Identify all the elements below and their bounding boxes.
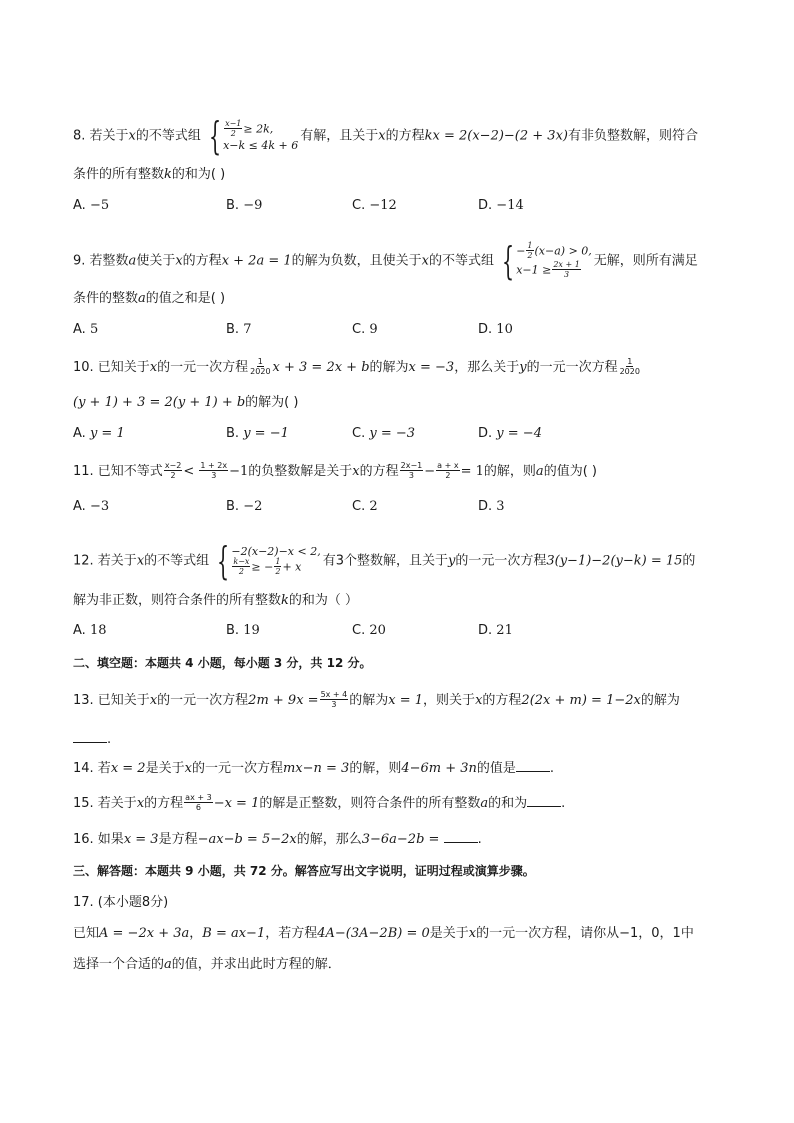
option-d[interactable]: D. 21 bbox=[478, 623, 513, 638]
var-x: x bbox=[475, 693, 483, 708]
var-x: x bbox=[468, 926, 477, 941]
q10-equation2: (y + 1) + 3 = 2(y + 1) + b bbox=[73, 395, 246, 410]
q16-end: . bbox=[477, 832, 482, 847]
q9-line2 bbox=[73, 290, 225, 308]
q15-answer-blank[interactable] bbox=[527, 794, 561, 807]
q9-sys-row2: x−1 ≥ $\frac{2x + 1}{3}$ bbox=[516, 260, 580, 279]
option-d[interactable]: D. −14 bbox=[478, 198, 524, 213]
q8-sys-row2: x−k ≤ 4k + 6 bbox=[223, 139, 299, 152]
q16-line bbox=[73, 830, 482, 849]
option-a[interactable]: A. y = 1 bbox=[73, 426, 125, 441]
q13-text: 的方程 bbox=[482, 693, 522, 708]
q12-text: 的一元一次方程 bbox=[455, 553, 547, 569]
q11-fraction: $\frac{x-2}{2}$ bbox=[164, 461, 182, 480]
var-a: a bbox=[480, 796, 489, 811]
q17-text: 已知 bbox=[73, 926, 100, 941]
q8-inequality-system bbox=[203, 114, 299, 158]
option-d[interactable]: D. y = −4 bbox=[478, 426, 542, 441]
q13-text: ，则关于 bbox=[423, 693, 476, 708]
q11-fraction: $\frac{2x-1}{3}$ bbox=[400, 461, 423, 480]
var-k: k bbox=[164, 167, 172, 182]
q11-minus: − bbox=[424, 464, 436, 479]
q8-text: 的不等式组 bbox=[135, 128, 201, 144]
var-a: a bbox=[128, 253, 137, 269]
q17-line2 bbox=[73, 956, 341, 974]
q13-prefix: 13. 已知关于 bbox=[73, 693, 150, 708]
q10-fraction: $\frac{1}{2020}$ bbox=[250, 357, 271, 376]
q15-text: 的解是正整数，则符合条件的所有整数 bbox=[259, 796, 481, 811]
q8-sys-row1-tail: ≥ 2k, bbox=[243, 122, 274, 136]
option-d[interactable]: D. 10 bbox=[478, 322, 513, 337]
q15-prefix: 15. 若关于 bbox=[73, 796, 137, 811]
q14-solution: x = 2 bbox=[110, 761, 146, 776]
q16-answer-blank[interactable] bbox=[444, 830, 478, 843]
q12-text: 解为非正数，则符合条件的所有整数 bbox=[73, 593, 282, 608]
section-answer-heading: 三、解答题：本题共 9 小题，共 72 分。解答应写出文字说明，证明过程或演算步骤。 bbox=[73, 864, 535, 878]
q11-text: 的值为( ) bbox=[543, 464, 597, 479]
q9-inequality-system bbox=[496, 239, 592, 283]
q11-text: 的负整数解是关于 bbox=[248, 464, 353, 479]
option-b[interactable]: B. −2 bbox=[226, 499, 263, 514]
q11-prefix: 11. 已知不等式 bbox=[73, 464, 163, 479]
q8-line1 bbox=[73, 114, 698, 158]
q10-text: ，那么关于 bbox=[454, 360, 520, 375]
option-b[interactable]: B. −9 bbox=[226, 198, 263, 213]
q10-text: 的解为 bbox=[369, 360, 409, 375]
option-a[interactable]: A. −5 bbox=[73, 198, 110, 213]
q15-fraction: $\frac{ax + 3}{6}$ bbox=[185, 793, 212, 812]
q15-end: . bbox=[561, 796, 566, 811]
var-x: x bbox=[128, 128, 136, 144]
q12-text: 有3个整数解，且关于 bbox=[322, 553, 448, 569]
q8-equation: kx = 2(x−2)−(2 + 3x) bbox=[424, 128, 568, 144]
q14-line bbox=[73, 759, 554, 778]
q14-expression: 4−6m + 3n bbox=[401, 761, 477, 776]
var-k: k bbox=[281, 593, 289, 608]
q10-equation: x + 3 = 2x + b bbox=[272, 360, 370, 375]
q13-end: . bbox=[107, 732, 112, 747]
q13-equation2: 2(2x + m) = 1−2x bbox=[521, 693, 641, 708]
q13-text: 的一元一次方程 bbox=[157, 693, 249, 708]
q10-fraction: $\frac{1}{2020}$ bbox=[619, 357, 640, 376]
q8-options bbox=[73, 197, 733, 215]
q9-options bbox=[73, 321, 733, 339]
section-fill-in-heading: 二、填空题：本题共 4 小题，每小题 3 分，共 12 分。 bbox=[73, 656, 372, 670]
q12-prefix: 12. 若关于 bbox=[73, 553, 137, 569]
q14-text: 的值是 bbox=[476, 761, 516, 776]
q9-text: 的方程 bbox=[182, 253, 222, 269]
var-x: x bbox=[352, 464, 360, 479]
q14-end: . bbox=[549, 761, 555, 776]
q8-text: 有非负整数解，则符合 bbox=[567, 128, 698, 144]
q11-fraction: $\frac{a + x}{2}$ bbox=[437, 461, 459, 480]
q12-options bbox=[73, 622, 733, 640]
q12-sys-row2: $\frac{k-x}{2}$ ≥ − $\frac{1}{2}$ + x bbox=[233, 557, 302, 576]
q13-text: 的解为 bbox=[349, 693, 389, 708]
q9-text: 条件的整数 bbox=[73, 291, 139, 306]
q9-text: 的不等式组 bbox=[429, 253, 495, 269]
var-x: x bbox=[149, 693, 158, 708]
brace-icon: { bbox=[502, 239, 515, 283]
q17-line1 bbox=[73, 925, 694, 943]
q14-text: 的一元一次方程 bbox=[191, 761, 283, 776]
option-d[interactable]: D. 3 bbox=[478, 499, 505, 514]
q17-text: 的一元一次方程，请你从−1，0，1中 bbox=[476, 926, 694, 941]
q9-equation: x + 2a = 1 bbox=[221, 253, 292, 269]
var-x: x bbox=[136, 796, 145, 811]
q12-line2 bbox=[73, 592, 358, 610]
var-a: a bbox=[535, 464, 544, 479]
q8-text: 的和为( ) bbox=[171, 167, 226, 182]
q9-prefix: 9. 若整数 bbox=[73, 253, 129, 269]
q16-solution: x = 3 bbox=[123, 832, 159, 847]
q8-line2 bbox=[73, 166, 225, 184]
q8-text: 条件的所有整数 bbox=[73, 167, 165, 182]
q14-text: 是关于 bbox=[145, 761, 185, 776]
var-a: a bbox=[138, 291, 146, 306]
q11-minus1: −1 bbox=[229, 464, 249, 479]
q11-eq1: = 1 bbox=[460, 464, 484, 479]
q13-text: 的解为 bbox=[640, 693, 680, 708]
q15-line bbox=[73, 794, 565, 813]
q14-prefix: 14. 若 bbox=[73, 761, 111, 776]
q17-equation: 4A−(3A−2B) = 0 bbox=[317, 926, 430, 941]
option-b[interactable]: B. 19 bbox=[226, 623, 260, 638]
option-c[interactable]: C. −12 bbox=[352, 198, 397, 213]
q9-text: 的解为负数，且使关于 bbox=[291, 253, 422, 269]
q12-line1 bbox=[73, 539, 696, 583]
q12-text: 的不等式组 bbox=[144, 553, 210, 569]
var-x: x bbox=[136, 553, 145, 569]
q17-text: 选择一个合适的 bbox=[73, 957, 165, 972]
q8-text: 的方程 bbox=[385, 128, 425, 144]
option-a[interactable]: A. 18 bbox=[73, 623, 107, 638]
var-y: y bbox=[519, 360, 527, 375]
var-x: x bbox=[149, 360, 158, 375]
q16-text: 是方程 bbox=[158, 832, 198, 847]
q11-text: 的方程 bbox=[359, 464, 399, 479]
option-b[interactable]: B. y = −1 bbox=[226, 426, 289, 441]
q12-inequality-system bbox=[211, 539, 321, 583]
q9-line1 bbox=[73, 239, 698, 283]
q13-equation: 2m + 9x = bbox=[248, 693, 319, 708]
q8-text: 有解，且关于 bbox=[300, 128, 379, 144]
q14-equation: mx−n = 3 bbox=[282, 761, 350, 776]
q15-equation: −x = 1 bbox=[213, 796, 260, 811]
q9-sys-row1: − $\frac{1}{2}$ (x−a) > 0, bbox=[516, 241, 592, 260]
var-x: x bbox=[421, 253, 429, 269]
q10-line2 bbox=[73, 394, 298, 412]
brace-icon: { bbox=[217, 539, 230, 583]
q11-options bbox=[73, 498, 733, 516]
option-c[interactable]: C. 9 bbox=[352, 322, 378, 337]
q15-text: 的方程 bbox=[144, 796, 184, 811]
var-y: y bbox=[447, 553, 456, 569]
q16-prefix: 16. 如果 bbox=[73, 832, 124, 847]
q16-text: 的解，那么 bbox=[296, 832, 362, 847]
q17-text: 是关于 bbox=[429, 926, 469, 941]
q10-text: 的一元一次方程 bbox=[526, 360, 618, 375]
q14-answer-blank[interactable] bbox=[516, 759, 550, 772]
option-a[interactable]: A. −3 bbox=[73, 499, 110, 514]
q10-line1 bbox=[73, 358, 642, 377]
q17-comma: ， bbox=[189, 926, 203, 941]
q10-options bbox=[73, 425, 733, 443]
q12-equation: 3(y−1)−2(y−k) = 15 bbox=[546, 553, 683, 569]
q9-text: 使关于 bbox=[136, 253, 176, 269]
q13-line1 bbox=[73, 691, 680, 710]
q16-equation: −ax−b = 5−2x bbox=[197, 832, 297, 847]
option-a[interactable]: A. 5 bbox=[73, 322, 99, 337]
q17-text: 的值，并求出此时方程的解． bbox=[171, 957, 341, 972]
option-c[interactable]: C. y = −3 bbox=[352, 426, 416, 441]
q11-lt: < bbox=[183, 464, 195, 479]
option-c[interactable]: C. 2 bbox=[352, 499, 378, 514]
var-a: a bbox=[164, 957, 172, 972]
q17-text: ，若方程 bbox=[265, 926, 318, 941]
q11-text: 的解，则 bbox=[483, 464, 536, 479]
q9-text: 无解，则所有满足 bbox=[593, 253, 698, 269]
q13-fraction: $\frac{5x + 4}{3}$ bbox=[320, 690, 348, 709]
q17-def-a: A = −2x + 3a bbox=[99, 926, 190, 941]
q12-sys-row1: −2(x−2)−x < 2, bbox=[231, 545, 321, 558]
q17-header: 17. (本小题8分) bbox=[73, 895, 169, 910]
q14-text: 的解，则 bbox=[349, 761, 402, 776]
q16-expression: 3−6a−2b = bbox=[361, 832, 440, 847]
q9-text: 的值之和是( ) bbox=[145, 291, 226, 306]
frac-den: 2 bbox=[230, 129, 236, 138]
q12-text: 的和为（ ） bbox=[288, 593, 359, 608]
option-b[interactable]: B. 7 bbox=[226, 322, 252, 337]
q10-prefix: 10. 已知关于 bbox=[73, 360, 150, 375]
q10-solution: x = −3 bbox=[408, 360, 455, 375]
q15-text: 的和为 bbox=[488, 796, 528, 811]
var-x: x bbox=[184, 761, 192, 776]
q10-text: 的一元一次方程 bbox=[157, 360, 249, 375]
q11-fraction: $\frac{1 + 2x}{3}$ bbox=[200, 461, 228, 480]
q8-sys-row1 bbox=[223, 120, 298, 139]
q13-answer-blank[interactable] bbox=[73, 730, 107, 743]
var-x: x bbox=[175, 253, 183, 269]
q13-solution: x = 1 bbox=[388, 693, 424, 708]
q13-line2 bbox=[73, 730, 111, 749]
q11-line1 bbox=[73, 462, 597, 481]
q17-def-b: B = ax−1 bbox=[202, 926, 266, 941]
q12-text: 的 bbox=[682, 553, 696, 569]
var-x: x bbox=[378, 128, 386, 144]
q8-prefix: 8. 若关于 bbox=[73, 128, 129, 144]
q10-text: 的解为( ) bbox=[245, 395, 299, 410]
brace-icon: { bbox=[208, 114, 222, 158]
option-c[interactable]: C. 20 bbox=[352, 623, 386, 638]
frac-num: x−1 bbox=[225, 119, 242, 128]
